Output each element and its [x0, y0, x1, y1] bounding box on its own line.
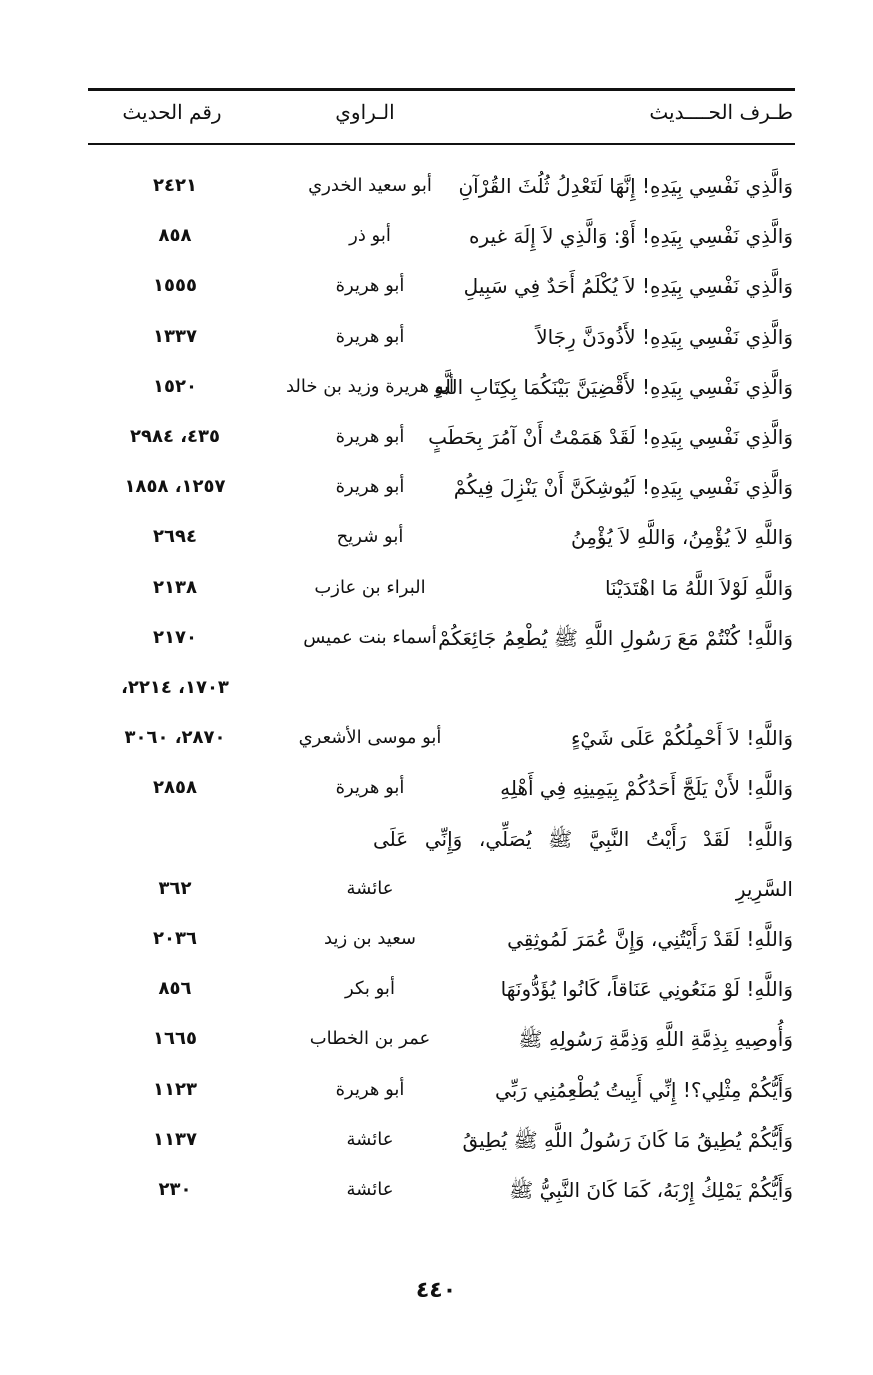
hadith-number: ١١٢٣: [153, 1079, 197, 1100]
hadith-number: ١٦٦٥: [153, 1028, 197, 1049]
hadith-text: وَأُوصِيهِ بِذِمَّةِ اللَّهِ وَذِمَّةِ رَسُولِهِ ﷺ: [518, 1027, 793, 1051]
table-row: [0, 618, 873, 658]
hadith-text: وَالَّذِي نَفْسِي بِيَدِهِ! إِنَّهَا لَتَعْدِلُ ثُلُثَ القُرْآنِ: [458, 174, 793, 198]
table-row: [0, 1019, 873, 1059]
table-row: [0, 317, 873, 357]
hadith-number: ٢١٧٠: [153, 627, 197, 648]
table-row: [0, 668, 873, 708]
narrator: عائشة: [346, 878, 394, 899]
hadith-number: ٢٠٣٦: [153, 928, 197, 949]
hadith-number: ٣٦٢: [158, 878, 192, 899]
hadith-number: ١٢٥٧، ١٨٥٨: [124, 476, 226, 497]
header-narrator: الـراوي: [335, 100, 395, 124]
table-row: [0, 869, 873, 909]
table-row: [0, 266, 873, 306]
narrator: أبو ذر: [349, 225, 391, 246]
hadith-text: وَاللَّهِ! لاَ أَحْمِلُكُمْ عَلَى شَيْءٍ: [570, 726, 793, 750]
hadith-text: وَالَّذِي نَفْسِي بِيَدِهِ! لَيُوشِكَنَّ أَنْ يَنْزِلَ فِيكُمْ: [453, 475, 793, 499]
table-row: [0, 969, 873, 1009]
hadith-text: وَاللَّهِ! لَقَدْ رَأَيْتُ النَّبِيَّ ﷺ يُصَلِّي، وَإِنِّي عَلَى: [373, 827, 793, 851]
narrator: أبو هريرة: [335, 777, 405, 798]
table-row: [0, 417, 873, 457]
hadith-text: وَأَيُّكُمْ يُطِيقُ مَا كَانَ رَسُولُ اللَّهِ ﷺ يُطِيقُ: [462, 1128, 793, 1152]
table-row: [0, 517, 873, 557]
hadith-number: ٤٣٥، ٢٩٨٤: [129, 426, 221, 447]
hadith-text: وَالَّذِي نَفْسِي بِيَدِهِ! أَوْ: وَالَّذِي لاَ إِلَهَ غيره: [469, 224, 793, 248]
table-row: [0, 1070, 873, 1110]
table-row: [0, 919, 873, 959]
hadith-number: ١١٣٧: [153, 1129, 197, 1150]
narrator: أسماء بنت عميس: [303, 627, 437, 648]
table-row: [0, 216, 873, 256]
hadith-text: وَأَيُّكُمْ مِثْلِي؟! إِنِّي أَبِيتُ يُطْعِمُنِي رَبِّي: [495, 1078, 793, 1102]
table-row: [0, 166, 873, 206]
table-row: [0, 1170, 873, 1210]
table-row: [0, 768, 873, 808]
hadith-text: وَاللَّهِ! لَوْ مَنَعُونِي عَنَاقاً، كَانُوا يُؤَدُّونَهَا: [500, 977, 793, 1001]
narrator: أبو بكر: [345, 978, 395, 999]
table-row: [0, 718, 873, 758]
hadith-number: ٢٨٥٨: [153, 777, 197, 798]
hadith-text: وَاللَّهِ! كُنْتُمْ مَعَ رَسُولِ اللَّهِ ﷺ يُطْعِمُ جَائِعَكُمْ: [438, 626, 793, 650]
hadith-number: ٢٨٧٠، ٣٠٦٠: [124, 727, 226, 748]
header-number: رقم الحديث: [122, 100, 222, 124]
table-row: [0, 568, 873, 608]
hadith-text: وَالَّذِي نَفْسِي بِيَدِهِ! لاَ يُكْلَمُ أَحَدٌ فِي سَبِيلِ: [463, 274, 793, 298]
table-row: [0, 367, 873, 407]
narrator: أبو هريرة وزيد بن خالد: [285, 376, 455, 397]
narrator: أبو هريرة: [335, 426, 405, 447]
table-row: [0, 467, 873, 507]
narrator: عائشة: [346, 1129, 394, 1150]
hadith-number: ٢٦٩٤: [153, 526, 197, 547]
page-number: ٤٤٠: [415, 1278, 457, 1303]
hadith-text: وَأَيُّكُمْ يَمْلِكُ إِرْبَهُ، كَمَا كَانَ النَّبِيُّ ﷺ: [509, 1178, 793, 1202]
hadith-number: ٨٥٦: [158, 978, 192, 999]
hadith-text: وَالَّذِي نَفْسِي بِيَدِهِ! لأَقْضِيَنَّ بَيْنَكُمَا بِكِتَابِ اللَّهِ: [434, 375, 793, 399]
hadith-text: وَاللَّهِ! لأَنْ يَلَجَّ أَحَدُكُمْ بِيَمِينِهِ فِي أَهْلِهِ: [500, 776, 793, 800]
hadith-number: ٢٤٢١: [153, 175, 197, 196]
hadith-number: ٨٥٨: [158, 225, 192, 246]
hadith-text: وَاللَّهِ لاَ يُؤْمِنُ، وَاللَّهِ لاَ يُؤْمِنُ: [570, 525, 793, 549]
narrator: أبو شريح: [336, 526, 404, 547]
hadith-number: ٢٣٠: [158, 1179, 192, 1200]
narrator: أبو سعيد الخدري: [308, 175, 432, 196]
hadith-number: ١٧٠٣، ٢٢١٤،: [121, 677, 229, 698]
table-row: [0, 1120, 873, 1160]
narrator: أبو هريرة: [335, 275, 405, 296]
header-rule: [88, 143, 795, 145]
narrator: أبو موسى الأشعري: [298, 727, 442, 748]
hadith-text: السَّرِيرِ: [735, 877, 793, 901]
hadith-text: وَاللَّهِ! لَقَدْ رَأَيْتُنِي، وَإِنَّ عُمَرَ لَمُوثِقِي: [507, 927, 793, 951]
narrator: أبو هريرة: [335, 326, 405, 347]
narrator: عمر بن الخطاب: [309, 1028, 431, 1049]
hadith-number: ١٥٢٠: [153, 376, 197, 397]
narrator: البراء بن عازب: [314, 577, 426, 598]
table-row: [0, 819, 873, 859]
narrator: أبو هريرة: [335, 1079, 405, 1100]
hadith-text: وَالَّذِي نَفْسِي بِيَدِهِ! لَقَدْ هَمَمْتُ أَنْ آمُرَ بِحَطَبٍ: [428, 425, 793, 449]
hadith-number: ٢١٣٨: [153, 577, 197, 598]
hadith-text: وَالَّذِي نَفْسِي بِيَدِهِ! لأَذُودَنَّ رِجَالاً: [536, 325, 793, 349]
hadith-number: ١٣٣٧: [153, 326, 197, 347]
header-hadith: طـرف الحــــديث: [649, 100, 793, 124]
narrator: أبو هريرة: [335, 476, 405, 497]
narrator: سعيد بن زيد: [324, 928, 416, 949]
hadith-number: ١٥٥٥: [153, 275, 197, 296]
hadith-text: وَاللَّهِ لَوْلاَ اللَّهُ مَا اهْتَدَيْنَا: [604, 576, 793, 600]
narrator: عائشة: [346, 1179, 394, 1200]
top-rule: [88, 88, 795, 91]
